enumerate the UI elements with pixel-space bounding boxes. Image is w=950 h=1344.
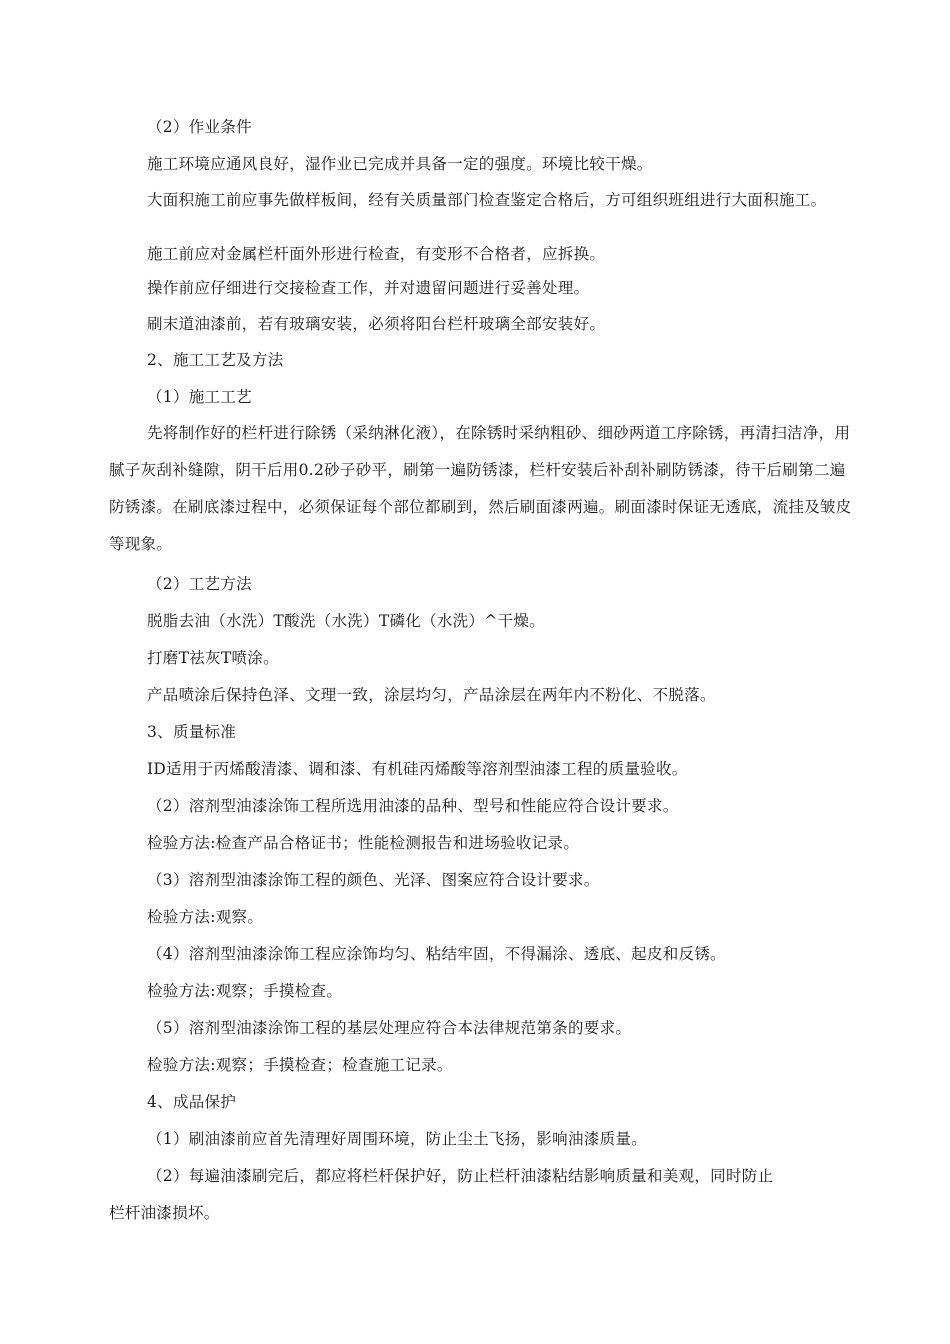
paragraph: （1）刷油漆前应首先清理好周围环境，防止尘土飞扬，影响油漆质量。 (147, 1130, 647, 1148)
section-heading: 3、质量标准 (147, 723, 237, 741)
paragraph: 先将制作好的栏杆进行除锈（采纳淋化液），在除锈时采纳粗砂、细砂两道工序除锈，再清扫洁净，用腻子灰刮补缝隙，阴干后用0.2砂子砂平，刷第一遍防锈漆，栏杆安装后补刮补刷防锈漆，待干后刷第二遍防锈漆。在刷底漆过程中，必须保证每个部位都刷到，然后刷面漆两遍。刷面漆时保证无透底，流挂及皱皮等现象。 (109, 424, 852, 553)
paragraph: 刷末道油漆前，若有玻璃安装，必须将阳台栏杆玻璃全部安装好。 (147, 315, 606, 333)
paragraph: 产品喷涂后保持色泽、文理一致，涂层均匀，产品涂层在两年内不粉化、不脱落。 (147, 686, 716, 704)
paragraph: （2）作业条件 (147, 118, 252, 136)
section-heading: 4、成品保护 (147, 1093, 237, 1111)
paragraph: 施工前应对金属栏杆面外形进行检查，有变形不合格者，应拆换。 (147, 245, 606, 263)
paragraph: 操作前应仔细进行交接检查工作，并对遗留问题进行妥善处理。 (147, 279, 590, 297)
paragraph: 打磨T祛灰T喷涂。 (147, 649, 279, 667)
paragraph: 施工环境应通风良好，湿作业已完成并具备一定的强度。环境比较干燥。 (147, 155, 653, 173)
paragraph: （2）溶剂型油漆涂饰工程所选用油漆的品种、型号和性能应符合设计要求。 (147, 797, 679, 815)
paragraph: ID适用于丙烯酸清漆、调和漆、有机硅丙烯酸等溶剂型油漆工程的质量验收。 (147, 760, 688, 778)
paragraph: 脱脂去油（水洗）T酸洗（水洗）T磷化（水洗）^干燥。 (147, 612, 545, 630)
section-heading: 2、施工工艺及方法 (147, 351, 284, 369)
paragraph: （4）溶剂型油漆涂饰工程应涂饰均匀、粘结牢固，不得漏涂、透底、起皮和反锈。 (147, 945, 726, 963)
paragraph: 大面积施工前应事先做样板间，经有关质量部门检查鉴定合格后，方可组织班组进行大面积施工。 (147, 191, 827, 209)
paragraph: （3）溶剂型油漆涂饰工程的颜色、光泽、图案应符合设计要求。 (147, 871, 600, 889)
paragraph: 检验方法:检查产品合格证书；性能检测报告和进场验收记录。 (147, 834, 580, 852)
subsection-heading: （2）工艺方法 (147, 575, 252, 593)
paragraph: 检验方法:观察。 (147, 908, 264, 926)
paragraph: 检验方法:观察；手摸检查；检查施工记录。 (147, 1056, 453, 1074)
paragraph: （5）溶剂型油漆涂饰工程的基层处理应符合本法律规范第条的要求。 (147, 1019, 632, 1037)
paragraph: （2）每遍油漆刷完后，都应将栏杆保护好，防止栏杆油漆粘结影响质量和美观，同时防止栏杆油漆损坏。 (109, 1167, 774, 1222)
subsection-heading: （1）施工工艺 (147, 388, 252, 406)
paragraph: 检验方法:观察；手摸检查。 (147, 982, 343, 1000)
